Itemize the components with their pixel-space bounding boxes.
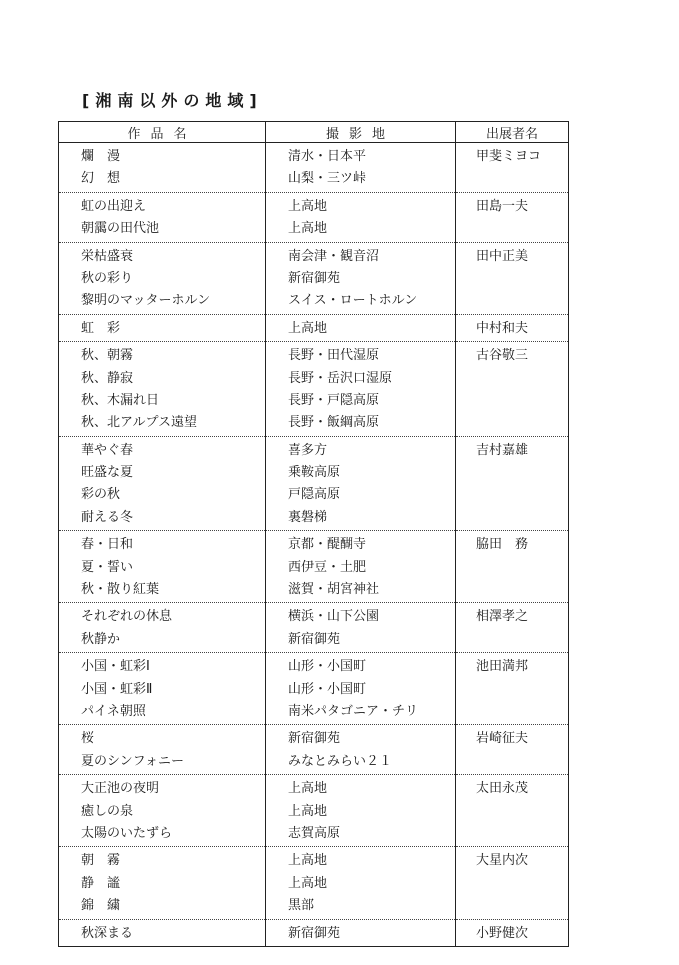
location-cell-line: 乗鞍高原	[288, 465, 341, 481]
exhibitor-cell	[456, 314, 569, 341]
work-title-cell	[59, 192, 266, 242]
work-title-cell	[59, 143, 266, 193]
work-title-cell	[59, 653, 266, 725]
work-title-cell	[59, 342, 266, 437]
work-title-cell-line: 栄枯盛衰	[81, 248, 134, 264]
table-row	[59, 143, 569, 193]
table-row	[59, 314, 569, 341]
exhibitor-name: 相澤孝之	[476, 609, 529, 625]
work-title-cell	[59, 436, 266, 531]
works-table	[58, 121, 569, 947]
location-cell	[266, 603, 456, 653]
table-row	[59, 775, 569, 847]
header-title: 作品名	[59, 122, 266, 143]
exhibitor-name: 池田満邦	[476, 659, 529, 675]
exhibitor-name: 脇田 務	[476, 537, 529, 553]
location-cell-line: 志賀高原	[288, 825, 341, 841]
work-title-cell-line: 秋、静寂	[81, 370, 134, 386]
location-cell-line: 上高地	[288, 221, 328, 237]
work-title-cell-line: 小国・虹彩Ⅰ	[81, 659, 150, 675]
location-cell	[266, 143, 456, 193]
exhibitor-cell	[456, 192, 569, 242]
location-cell-line: スイス・ロートホルン	[288, 293, 418, 309]
table-row	[59, 531, 569, 603]
work-title-cell	[59, 531, 266, 603]
table-row	[59, 436, 569, 531]
table-row	[59, 919, 569, 946]
work-title-cell-line: 小国・虹彩Ⅱ	[81, 681, 153, 697]
work-title-cell	[59, 314, 266, 341]
exhibitor-cell	[456, 919, 569, 946]
section-title: [湘南以外の地域]	[82, 91, 263, 110]
work-title-cell-line: 太陽のいたずら	[81, 825, 173, 841]
exhibitor-cell	[456, 143, 569, 193]
work-title-cell-line: 秋深まる	[81, 925, 134, 941]
work-title-cell-line: 夏のシンフォニー	[81, 753, 185, 769]
work-title-cell-line: 桜	[81, 731, 95, 747]
work-title-cell	[59, 725, 266, 775]
exhibitor-name: 田島一夫	[476, 198, 529, 214]
work-title-cell-line: 爛 漫	[81, 149, 121, 164]
work-title-cell-line: 耐える冬	[81, 509, 134, 525]
work-title-cell	[59, 919, 266, 946]
exhibitor-name: 古谷敬三	[476, 348, 529, 364]
work-title-cell-line: 春・日和	[81, 537, 134, 553]
work-title-cell-line: 彩の秋	[81, 487, 121, 503]
location-cell-line: みなとみらい２１	[288, 753, 393, 769]
location-cell-line: 山梨・三ツ峠	[288, 171, 367, 187]
location-cell-line: 裏磐梯	[288, 509, 328, 525]
location-cell-line: 戸隠高原	[288, 487, 341, 503]
work-title-cell-line: 秋、木漏れ日	[81, 392, 160, 408]
location-cell-line: 長野・岳沢口湿原	[288, 370, 393, 386]
table-row	[59, 192, 569, 242]
location-cell	[266, 242, 456, 314]
location-cell-line: 上高地	[288, 853, 328, 869]
table-row	[59, 725, 569, 775]
location-cell-line: 長野・田代湿原	[288, 348, 380, 364]
work-title-cell-line: 夏・誓い	[81, 559, 134, 575]
work-title-cell-line: パイネ朝照	[81, 703, 146, 719]
work-title-cell-line: 秋静か	[81, 631, 121, 647]
header-location: 撮影地	[266, 122, 456, 143]
exhibitor-name: 田中正美	[476, 248, 529, 264]
location-cell	[266, 653, 456, 725]
work-title-cell-line: 幻 想	[81, 171, 121, 187]
work-title-cell-line: 秋、朝霧	[81, 348, 134, 364]
table-row	[59, 847, 569, 919]
location-cell	[266, 847, 456, 919]
exhibitor-cell	[456, 653, 569, 725]
location-cell-line: 長野・戸隠高原	[288, 392, 380, 408]
exhibitor-cell	[456, 531, 569, 603]
work-title-cell-line: それぞれの休息	[81, 609, 173, 625]
location-cell	[266, 531, 456, 603]
exhibitor-cell	[456, 342, 569, 437]
exhibitor-name: 大星内次	[476, 853, 529, 869]
work-title-cell	[59, 847, 266, 919]
location-cell-line: 清水・日本平	[288, 149, 367, 164]
work-title-cell-line: 華やぐ春	[81, 442, 134, 458]
location-cell-line: 黒部	[288, 898, 315, 914]
work-title-cell-line: 旺盛な夏	[81, 465, 134, 481]
location-cell-line: 上高地	[288, 803, 328, 819]
location-cell-line: 新宿御苑	[288, 631, 341, 647]
location-cell-line: 滋賀・胡宮神社	[288, 582, 380, 598]
location-cell-line: 山形・小国町	[288, 681, 367, 697]
work-title-cell	[59, 603, 266, 653]
work-title-cell-line: 秋・散り紅葉	[81, 582, 160, 598]
location-cell-line: 喜多方	[288, 442, 328, 458]
header-exhibitor: 出展者名	[456, 122, 569, 143]
work-title-cell-line: 大正池の夜明	[81, 781, 160, 797]
location-cell-line: 新宿御苑	[288, 731, 341, 747]
exhibitor-cell	[456, 603, 569, 653]
exhibitor-name: 中村和夫	[476, 320, 529, 336]
location-cell	[266, 192, 456, 242]
location-cell-line: 南米パタゴニア・チリ	[288, 703, 419, 719]
work-title-cell-line: 朝靄の田代池	[81, 221, 160, 237]
table-row	[59, 653, 569, 725]
location-cell-line: 新宿御苑	[288, 270, 341, 286]
location-cell-line: 上高地	[288, 320, 328, 336]
exhibitor-cell	[456, 775, 569, 847]
location-cell	[266, 775, 456, 847]
work-title-cell-line: 虹 彩	[81, 320, 121, 336]
location-cell-line: 南会津・観音沼	[288, 248, 380, 264]
work-title-cell-line: 虹の出迎え	[81, 198, 147, 214]
location-cell-line: 上高地	[288, 198, 328, 214]
exhibitor-cell	[456, 242, 569, 314]
location-cell	[266, 436, 456, 531]
location-cell-line: 横浜・山下公園	[288, 609, 380, 625]
location-cell-line: 京都・醍醐寺	[288, 537, 367, 553]
location-cell-line: 山形・小国町	[288, 659, 367, 675]
work-title-cell-line: 黎明のマッターホルン	[81, 293, 211, 309]
work-title-cell	[59, 775, 266, 847]
exhibitor-name: 太田永茂	[476, 781, 529, 797]
work-title-cell-line: 秋、北アルプス遠望	[81, 415, 197, 431]
location-cell-line: 上高地	[288, 875, 328, 891]
table-row	[59, 242, 569, 314]
exhibitor-name: 甲斐ミヨコ	[476, 149, 542, 164]
location-cell-line: 西伊豆・土肥	[288, 559, 367, 575]
table-row	[59, 342, 569, 437]
work-title-cell-line: 静 謐	[81, 875, 121, 891]
work-title-cell-line: 癒しの泉	[81, 803, 134, 819]
location-cell-line: 上高地	[288, 781, 328, 797]
table-row	[59, 603, 569, 653]
location-cell	[266, 919, 456, 946]
exhibitor-cell	[456, 847, 569, 919]
work-title-cell-line: 秋の彩り	[81, 270, 134, 286]
exhibitor-name: 岩崎征夫	[476, 731, 529, 747]
exhibitor-name: 小野健次	[476, 925, 529, 941]
work-title-cell-line: 錦 繍	[81, 898, 121, 914]
location-cell	[266, 725, 456, 775]
location-cell-line: 新宿御苑	[288, 925, 341, 941]
location-cell	[266, 342, 456, 437]
header-row	[59, 122, 569, 143]
location-cell	[266, 314, 456, 341]
work-title-cell-line: 朝 霧	[81, 853, 121, 869]
exhibitor-name: 吉村嘉雄	[476, 442, 529, 458]
exhibitor-cell	[456, 436, 569, 531]
works-body	[59, 143, 569, 947]
exhibitor-cell	[456, 725, 569, 775]
work-title-cell	[59, 242, 266, 314]
location-cell-line: 長野・飯綱高原	[288, 415, 380, 431]
